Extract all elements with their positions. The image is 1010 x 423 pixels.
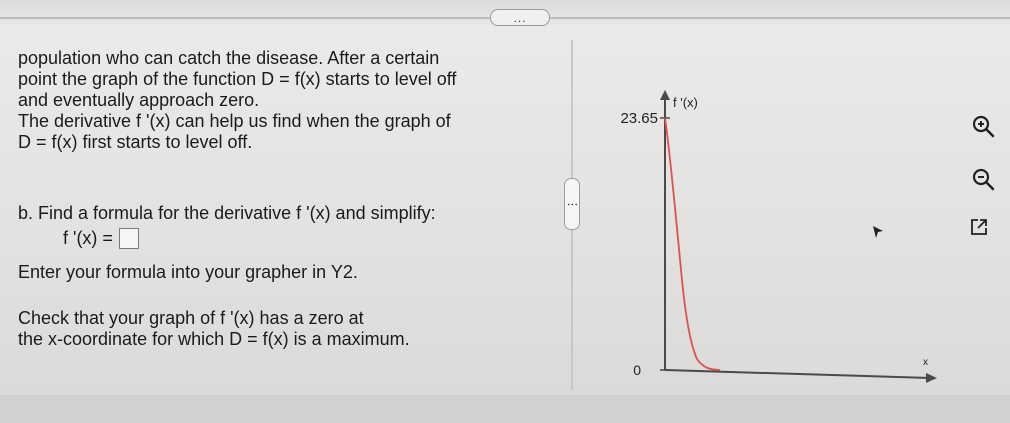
intro-line: The derivative f '(x) can help us find when the graph of (18, 111, 451, 131)
x-axis-arrow (926, 373, 937, 383)
intro-line: population who can catch the disease. After a certain (18, 48, 440, 68)
answer-input[interactable] (119, 228, 139, 249)
bottom-bar (0, 395, 1010, 423)
intro-line: and eventually approach zero. (18, 90, 260, 110)
x-axis-label: x (923, 357, 928, 368)
expand-icon[interactable] (968, 216, 990, 238)
intro-line: D = f(x) first starts to level off. (18, 132, 253, 152)
derivative-graph[interactable] (585, 80, 955, 395)
y-tick-label-origin: 0 (633, 362, 641, 378)
enter-instruction: Enter your formula into your grapher in Y2. (18, 262, 358, 282)
splitter-handle[interactable]: ⋮ (564, 178, 580, 230)
answer-row (63, 228, 139, 249)
y-axis-label: f '(x) (673, 95, 698, 110)
x-axis (665, 370, 930, 378)
top-bar (0, 0, 1010, 24)
derivative-curve (665, 118, 720, 370)
check-line: Check that your graph of f '(x) has a zero at (18, 308, 364, 328)
more-menu-button[interactable]: ... (490, 9, 550, 26)
mouse-pointer-icon (872, 225, 884, 241)
fprime-label: f '(x) = (63, 228, 113, 248)
y-axis-arrow (660, 90, 670, 100)
intro-line: point the graph of the function D = f(x) starts to level off (18, 69, 457, 89)
intro-paragraph (18, 48, 578, 153)
check-paragraph (18, 308, 578, 350)
part-b-prompt: b. Find a formula for the derivative f '(x) and simplify: (18, 203, 436, 223)
zoom-in-icon[interactable] (970, 113, 996, 139)
check-line: the x-coordinate for which D = f(x) is a maximum. (18, 329, 410, 349)
zoom-out-icon[interactable] (970, 166, 996, 192)
y-tick-label-top: 23.65 (620, 110, 658, 127)
